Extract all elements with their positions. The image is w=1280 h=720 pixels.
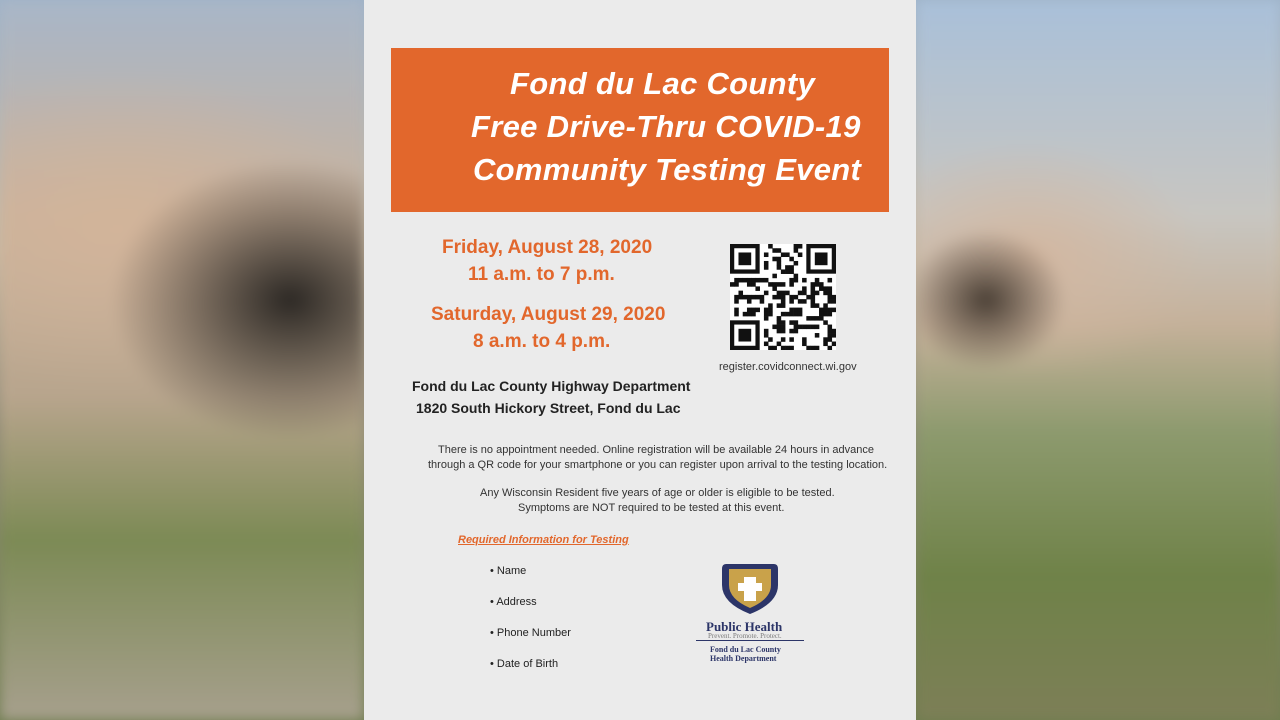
event-date-1: Friday, August 28, 2020 (442, 237, 653, 258)
logo-dept-line-1: Fond du Lac County (710, 645, 781, 654)
banner-line-1: Fond du Lac County (510, 66, 816, 101)
qr-code-image (730, 244, 836, 350)
required-info-heading: Required Information for Testing (458, 534, 629, 546)
required-item-phone: • Phone Number (490, 627, 571, 639)
required-item-dob: • Date of Birth (490, 658, 558, 670)
event-date-2: Saturday, August 29, 2020 (431, 304, 666, 325)
location-street: 1820 South Hickory Street, Fond du Lac (416, 400, 681, 416)
logo-tagline: Prevent. Promote. Protect. (708, 632, 782, 640)
qr-code[interactable] (730, 244, 836, 350)
eligibility-note-line-2: Symptoms are NOT required to be tested at this event. (518, 502, 785, 514)
registration-url[interactable]: register.covidconnect.wi.gov (719, 361, 857, 373)
logo-divider (696, 640, 804, 641)
blurred-background-right (916, 0, 1280, 720)
flyer (364, 0, 916, 720)
banner-line-3: Community Testing Event (473, 152, 862, 187)
title-banner (391, 48, 889, 212)
logo-dept-line-2: Health Department (710, 654, 777, 663)
event-hours-1: 11 a.m. to 7 p.m. (468, 264, 615, 285)
required-item-address: • Address (490, 596, 537, 608)
event-hours-2: 8 a.m. to 4 p.m. (473, 331, 611, 352)
blurred-background-left (0, 0, 364, 720)
eligibility-note-line-1: Any Wisconsin Resident five years of age or older is eligible to be tested. (480, 487, 835, 499)
required-item-name: • Name (490, 565, 526, 577)
location-name: Fond du Lac County Highway Department (412, 378, 691, 394)
logo-title: Public Health (706, 619, 783, 634)
banner-line-2: Free Drive-Thru COVID-19 (471, 109, 861, 144)
registration-note-line-1: There is no appointment needed. Online registration will be available 24 hours in advance (438, 444, 874, 456)
registration-note-line-2: through a QR code for your smartphone or you can register upon arrival to the testing location. (428, 459, 888, 471)
